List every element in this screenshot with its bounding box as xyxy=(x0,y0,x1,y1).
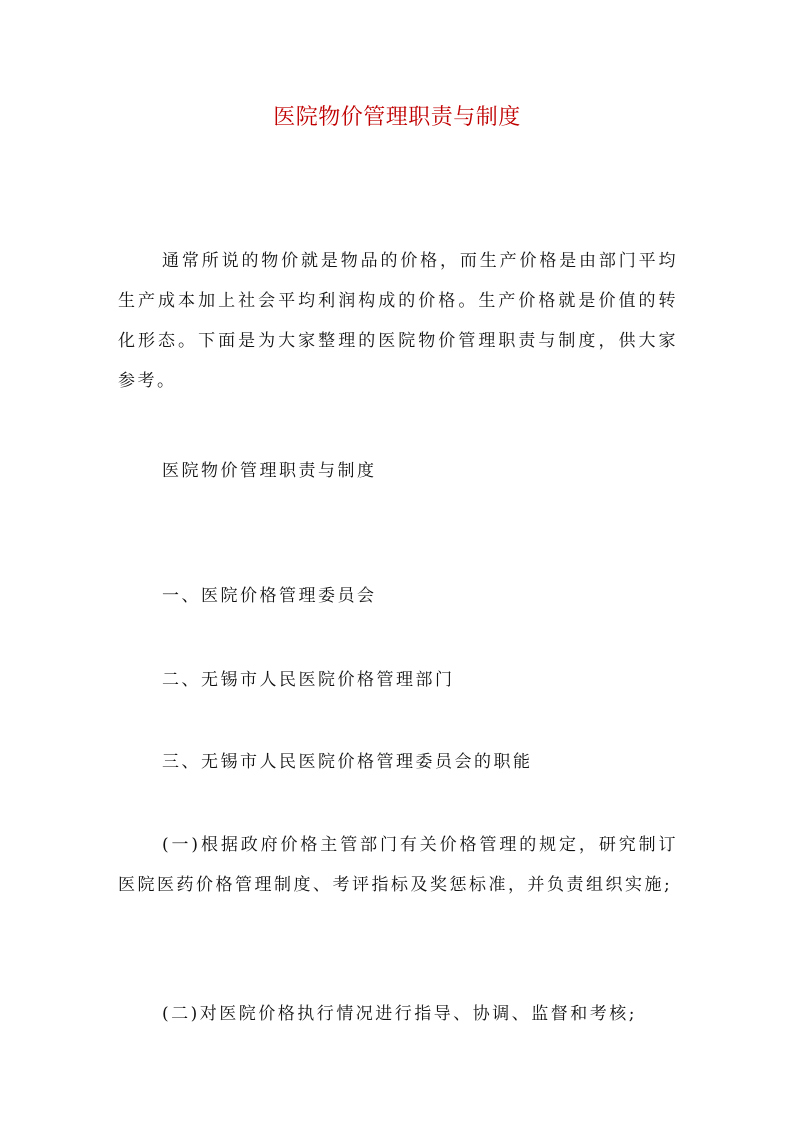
list-item xyxy=(118,660,678,700)
paragraph-text: 医院物价管理职责与制度 xyxy=(162,461,377,481)
paragraph-text: (一)根据政府价格主管部门有关价格管理的规定，研究制订医院医药价格管理制度、考评指标及奖惩标准，并负责组织实施; xyxy=(118,835,678,895)
intro-paragraph xyxy=(118,241,678,401)
list-item xyxy=(118,576,678,616)
paragraph-text: 二、无锡市人民医院价格管理部门 xyxy=(162,670,455,690)
paragraph-text: (二)对医院价格执行情况进行指导、协调、监督和考核; xyxy=(162,1004,637,1024)
paragraph-text: 一、医院价格管理委员会 xyxy=(162,586,377,606)
document-title: 医院物价管理职责与制度 xyxy=(273,105,521,130)
list-item xyxy=(118,825,678,905)
paragraph-text: 三、无锡市人民医院价格管理委员会的职能 xyxy=(162,752,533,772)
section-heading xyxy=(118,451,678,491)
list-item xyxy=(118,994,678,1034)
list-item xyxy=(118,742,678,782)
paragraph-text: 通常所说的物价就是物品的价格，而生产价格是由部门平均生产成本加上社会平均利润构成的价格。生产价格就是价值的转化形态。下面是为大家整理的医院物价管理职责与制度，供大家参考。 xyxy=(118,251,678,391)
